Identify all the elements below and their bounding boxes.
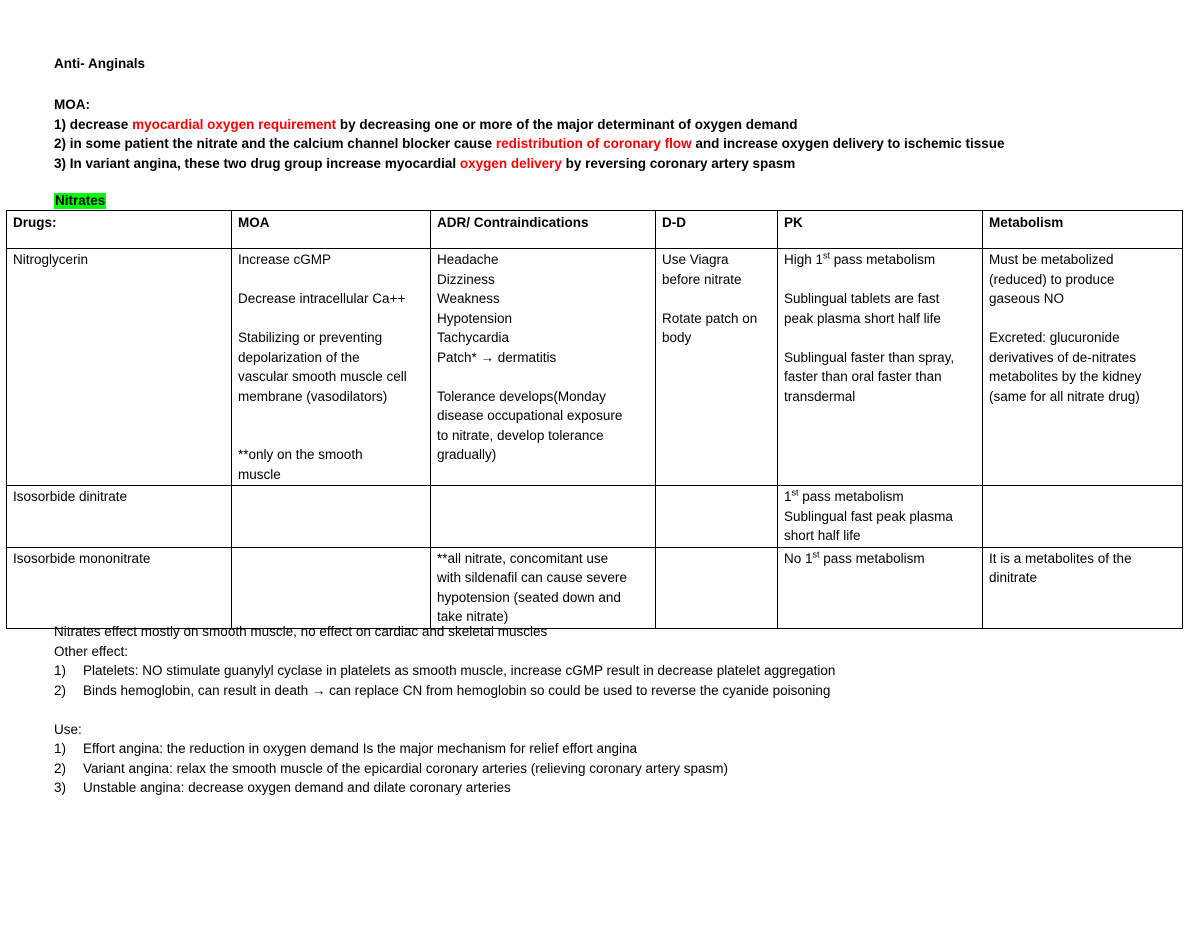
other-effect-item bbox=[54, 661, 835, 681]
table-cell bbox=[983, 249, 1183, 486]
cell-text bbox=[238, 426, 424, 446]
table-cell bbox=[778, 547, 983, 628]
moa-section bbox=[54, 95, 1005, 173]
column-header: Drugs: bbox=[7, 211, 232, 249]
list-text: Platelets: NO stimulate guanylyl cyclase in platelets as smooth muscle, increase cGMP result in decrease platelet aggregation bbox=[83, 663, 836, 678]
table-cell bbox=[7, 547, 232, 628]
list-number: 3) bbox=[54, 780, 67, 795]
cell-text: take nitrate) bbox=[437, 609, 509, 624]
list-text: Effort angina: the reduction in oxygen demand Is the major mechanism for relief effort angina bbox=[83, 741, 638, 756]
moa-emphasis: oxygen delivery bbox=[459, 155, 562, 171]
cell-text: membrane (vasodilators) bbox=[238, 388, 388, 404]
cell-text: derivatives of de-nitrates bbox=[989, 349, 1137, 365]
moa-text: by reversing coronary artery spasm bbox=[561, 155, 796, 171]
list-number: 1) bbox=[54, 741, 67, 756]
cell-text: Patch* → dermatitis bbox=[437, 349, 557, 365]
cell-text: Tachycardia bbox=[437, 330, 510, 345]
cell-text: Tolerance develops(Monday bbox=[437, 388, 606, 404]
cell-text bbox=[238, 487, 424, 507]
cell-text: vascular smooth muscle cell bbox=[238, 369, 407, 384]
cell-text: Sublingual fast peak plasma bbox=[784, 508, 953, 524]
column-header: MOA bbox=[232, 211, 431, 249]
use-heading: Use: bbox=[54, 721, 82, 737]
cell-text: No 1st pass metabolism bbox=[784, 549, 925, 566]
table-cell bbox=[778, 249, 983, 486]
table-cell bbox=[232, 249, 431, 486]
moa-emphasis: redistribution of coronary flow bbox=[495, 136, 692, 151]
cell-text: peak plasma short half life bbox=[784, 310, 941, 326]
moa-line bbox=[54, 134, 1005, 154]
cell-text: Isosorbide mononitrate bbox=[13, 550, 151, 566]
list-number: 1) bbox=[54, 663, 67, 678]
table-cell bbox=[983, 486, 1183, 548]
cell-text bbox=[238, 270, 424, 290]
table-cell bbox=[983, 547, 1183, 628]
cell-text bbox=[989, 309, 1176, 329]
cell-text: It is a metabolites of the bbox=[989, 550, 1132, 566]
cell-text: Excreted: glucuronide bbox=[989, 330, 1120, 345]
moa-list bbox=[54, 115, 1005, 174]
table-header-row bbox=[7, 211, 1183, 249]
cell-text: to nitrate, develop tolerance bbox=[437, 427, 604, 443]
cell-text: **only on the smooth bbox=[238, 447, 363, 462]
cell-text bbox=[784, 328, 976, 348]
cell-text: gaseous NO bbox=[989, 291, 1065, 306]
cell-text: with sildenafil can cause severe bbox=[437, 570, 627, 585]
cell-text: Increase cGMP bbox=[238, 252, 332, 267]
moa-emphasis: myocardial oxygen requirement bbox=[132, 116, 337, 132]
column-header: PK bbox=[778, 211, 983, 249]
use-item bbox=[54, 759, 835, 779]
cell-text: hypotension (seated down and bbox=[437, 589, 621, 605]
cell-text: Nitroglycerin bbox=[13, 252, 89, 267]
cell-text: metabolites by the kidney bbox=[989, 369, 1142, 384]
other-effect-list bbox=[54, 661, 835, 700]
cell-text: **all nitrate, concomitant use bbox=[437, 550, 609, 566]
table-cell bbox=[7, 249, 232, 486]
table-cell bbox=[656, 249, 778, 486]
moa-heading: MOA: bbox=[54, 97, 90, 112]
moa-text: 2) in some patient the nitrate and the calcium channel blocker cause bbox=[54, 136, 496, 151]
moa-line bbox=[54, 154, 1005, 174]
table-cell bbox=[232, 486, 431, 548]
table-row bbox=[7, 486, 1183, 548]
cell-text: Dizziness bbox=[437, 271, 495, 287]
other-effect-heading: Other effect: bbox=[54, 643, 129, 659]
page-title: Anti- Anginals bbox=[54, 56, 145, 71]
column-header: Metabolism bbox=[983, 211, 1183, 249]
cell-text: Sublingual tablets are fast bbox=[784, 291, 940, 306]
cell-text: disease occupational exposure bbox=[437, 408, 623, 423]
cell-text: depolarization of the bbox=[238, 349, 360, 365]
cell-text: Use Viagra bbox=[662, 252, 729, 267]
table-cell bbox=[778, 486, 983, 548]
list-text: Variant angina: relax the smooth muscle of the epicardial coronary arteries (relieving coronary artery spasm) bbox=[83, 760, 729, 776]
cell-text: Weakness bbox=[437, 291, 500, 306]
cell-text: Must be metabolized bbox=[989, 252, 1114, 267]
table-cell bbox=[7, 486, 232, 548]
cell-text: short half life bbox=[784, 528, 861, 543]
cell-text bbox=[437, 487, 649, 507]
cell-text: Stabilizing or preventing bbox=[238, 330, 383, 345]
cell-text bbox=[662, 289, 771, 309]
use-list bbox=[54, 739, 835, 798]
cell-text: faster than oral faster than bbox=[784, 369, 942, 384]
table-cell bbox=[431, 547, 656, 628]
cell-text: Hypotension bbox=[437, 310, 513, 326]
table-body bbox=[7, 249, 1183, 629]
use-item bbox=[54, 778, 835, 798]
cell-text bbox=[437, 367, 649, 387]
cell-text bbox=[784, 270, 976, 290]
cell-text bbox=[238, 406, 424, 426]
effect-line: Nitrates effect mostly on smooth muscle, no effect on cardiac and skeletal muscles bbox=[54, 624, 548, 639]
cell-text: High 1st pass metabolism bbox=[784, 250, 936, 267]
moa-text: and increase oxygen delivery to ischemic tissue bbox=[691, 136, 1005, 151]
table-cell bbox=[431, 249, 656, 486]
table-row bbox=[7, 249, 1183, 486]
cell-text: transdermal bbox=[784, 388, 856, 404]
cell-text: body bbox=[662, 330, 692, 345]
cell-text bbox=[238, 549, 424, 569]
cell-text: gradually) bbox=[437, 447, 497, 462]
cell-text bbox=[238, 309, 424, 329]
moa-text: 3) In variant angina, these two drug group increase myocardial bbox=[54, 155, 460, 171]
use-item bbox=[54, 739, 835, 759]
cell-text: Headache bbox=[437, 252, 499, 267]
cell-text: dinitrate bbox=[989, 570, 1038, 585]
list-number: 2) bbox=[54, 760, 67, 776]
cell-text: Rotate patch on bbox=[662, 310, 758, 326]
cell-text: before nitrate bbox=[662, 271, 742, 287]
cell-text bbox=[989, 487, 1176, 507]
cell-text: Sublingual faster than spray, bbox=[784, 349, 955, 365]
notes-section bbox=[54, 622, 835, 798]
cell-text: Isosorbide dinitrate bbox=[13, 489, 128, 504]
cell-text: Decrease intracellular Ca++ bbox=[238, 291, 406, 306]
section-heading-nitrates: Nitrates bbox=[55, 193, 106, 208]
list-text: Binds hemoglobin, can result in death → can replace CN from hemoglobin so could be used to reverse the cyanide poisoning bbox=[83, 682, 831, 698]
cell-text: muscle bbox=[238, 466, 281, 482]
cell-text: 1st pass metabolism bbox=[784, 487, 904, 504]
table-cell bbox=[431, 486, 656, 548]
table-cell bbox=[656, 547, 778, 628]
table-cell bbox=[656, 486, 778, 548]
cell-text bbox=[662, 487, 771, 507]
table-row bbox=[7, 547, 1183, 628]
column-header: D-D bbox=[656, 211, 778, 249]
cell-text: (reduced) to produce bbox=[989, 271, 1115, 287]
column-header: ADR/ Contraindications bbox=[431, 211, 656, 249]
other-effect-item bbox=[54, 681, 835, 701]
list-number: 2) bbox=[54, 682, 67, 698]
nitrates-table bbox=[6, 210, 1183, 629]
moa-text: by decreasing one or more of the major determinant of oxygen demand bbox=[336, 116, 798, 132]
table-cell bbox=[232, 547, 431, 628]
cell-text: (same for all nitrate drug) bbox=[989, 388, 1140, 404]
moa-text: 1) decrease bbox=[54, 116, 133, 132]
list-text: Unstable angina: decrease oxygen demand and dilate coronary arteries bbox=[83, 780, 511, 795]
cell-text bbox=[662, 549, 771, 569]
moa-line bbox=[54, 115, 1005, 135]
